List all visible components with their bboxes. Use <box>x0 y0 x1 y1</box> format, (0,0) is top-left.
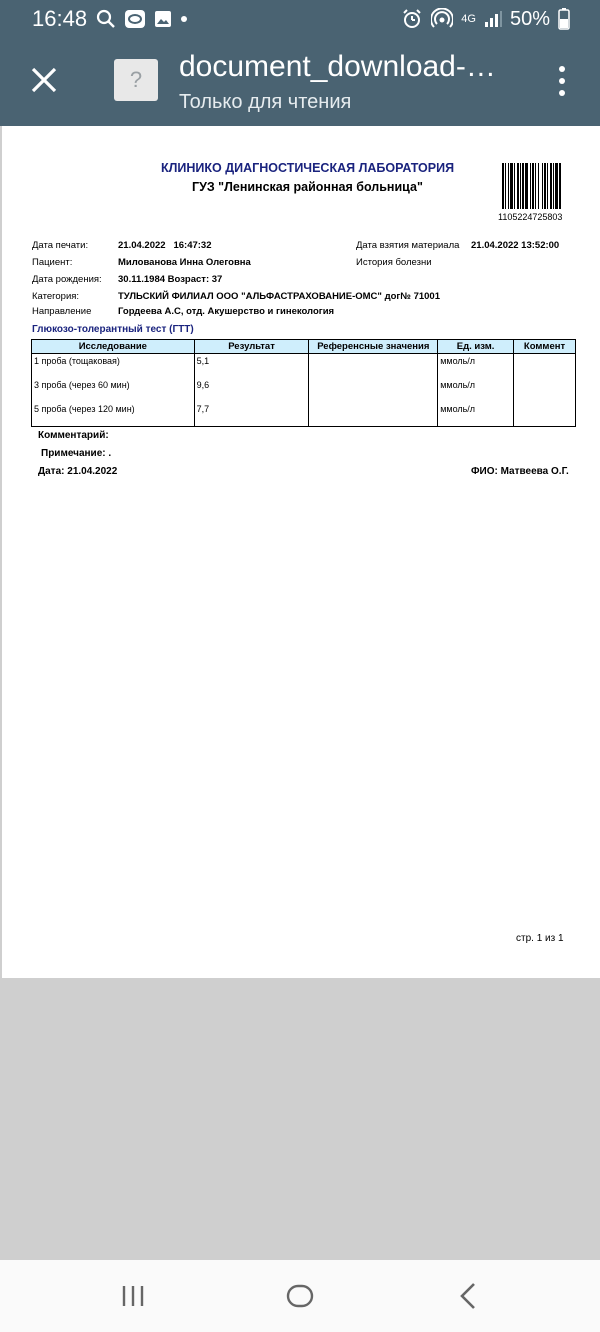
sample-date-label: Дата взятия материала <box>356 240 460 251</box>
close-icon[interactable] <box>28 64 60 96</box>
search-icon <box>96 9 116 29</box>
category-label: Категория: <box>32 291 80 302</box>
patient-label: Пациент: <box>32 257 73 268</box>
column-header: Результат <box>194 340 309 354</box>
recent-apps-icon[interactable] <box>121 1284 145 1308</box>
barcode-number: 1105224725803 <box>498 212 563 222</box>
test-title: Глюкозо-толерантный тест (ГТТ) <box>32 324 194 335</box>
document-thumbnail: ? <box>114 59 158 101</box>
back-icon[interactable] <box>458 1282 478 1310</box>
notification-icons <box>96 8 188 30</box>
reference-cell <box>309 378 438 402</box>
hospital-name: ГУЗ "Ленинская районная больница" <box>192 180 423 194</box>
status-bar <box>0 0 600 38</box>
read-only-label: Только для чтения <box>179 91 352 113</box>
birth-date-label: Дата рождения: <box>32 274 102 285</box>
referral-value: Гордеева А.С, отд. Акушерство и гинекология <box>118 306 335 317</box>
table-header-row <box>32 340 576 354</box>
unit-cell: ммоль/л <box>438 402 514 427</box>
comment-cell <box>514 378 576 402</box>
patient-value: Милованова Инна Олеговна <box>118 257 251 268</box>
unit-cell: ммоль/л <box>438 354 514 378</box>
results-table <box>31 339 576 427</box>
navigation-bar <box>0 1260 600 1332</box>
hotspot-icon <box>431 8 453 30</box>
history-label: История болезни <box>356 257 432 268</box>
column-header: Ед. изм. <box>438 340 514 354</box>
battery-icon <box>558 8 570 30</box>
column-header: Коммент <box>514 340 576 354</box>
document-page <box>2 126 600 978</box>
table-row <box>32 402 576 427</box>
reference-cell <box>309 354 438 378</box>
sample-date-value: 21.04.2022 13:52:00 <box>471 240 560 251</box>
date-label: Дата: 21.04.2022 <box>38 466 118 477</box>
comment-cell <box>514 354 576 378</box>
home-icon[interactable] <box>286 1284 314 1308</box>
battery-percent: 50% <box>509 7 550 30</box>
result-cell: 9,6 <box>194 378 309 402</box>
fio-label: ФИО: Матвеева О.Г. <box>471 466 569 477</box>
note-label: Примечание: . <box>41 448 112 459</box>
result-cell: 7,7 <box>194 402 309 427</box>
record-icon <box>124 9 146 29</box>
birth-date-value: 30.11.1984 Возраст: 37 <box>118 274 223 285</box>
category-value: ТУЛЬСКИЙ ФИЛИАЛ ООО "АЛЬФАСТРАХОВАНИЕ-ОМС" дог№ 71001 <box>118 291 441 302</box>
column-header: Исследование <box>32 340 195 354</box>
print-date-value: 21.04.2022 16:47:32 <box>118 240 212 251</box>
alarm-icon <box>401 8 423 30</box>
lab-title: КЛИНИКО ДИАГНОСТИЧЕСКАЯ ЛАБОРАТОРИЯ <box>161 161 455 175</box>
barcode-image <box>502 163 574 213</box>
table-row <box>32 378 576 402</box>
status-time: 16:48 <box>32 6 88 31</box>
table-row <box>32 354 576 378</box>
document-title: document_download-… <box>179 50 496 83</box>
test-cell: 3 проба (через 60 мин) <box>32 378 195 402</box>
system-icons <box>401 6 570 32</box>
signal-icon <box>484 10 502 28</box>
unit-cell: ммоль/л <box>438 378 514 402</box>
result-cell: 5,1 <box>194 354 309 378</box>
network-type: 4G <box>461 12 476 25</box>
dot-icon <box>180 15 188 23</box>
column-header: Референсные значения <box>309 340 438 354</box>
print-date-label: Дата печати: <box>32 240 89 251</box>
reference-cell <box>309 402 438 427</box>
comment-cell <box>514 402 576 427</box>
image-icon <box>154 10 172 28</box>
comment-label: Комментарий: <box>38 430 109 441</box>
test-cell: 5 проба (через 120 мин) <box>32 402 195 427</box>
app-bar <box>0 38 600 126</box>
more-options-icon[interactable] <box>552 66 572 96</box>
page-number: стр. 1 из 1 <box>516 933 564 944</box>
referral-label: Направление <box>32 306 92 317</box>
test-cell: 1 проба (тощаковая) <box>32 354 195 378</box>
